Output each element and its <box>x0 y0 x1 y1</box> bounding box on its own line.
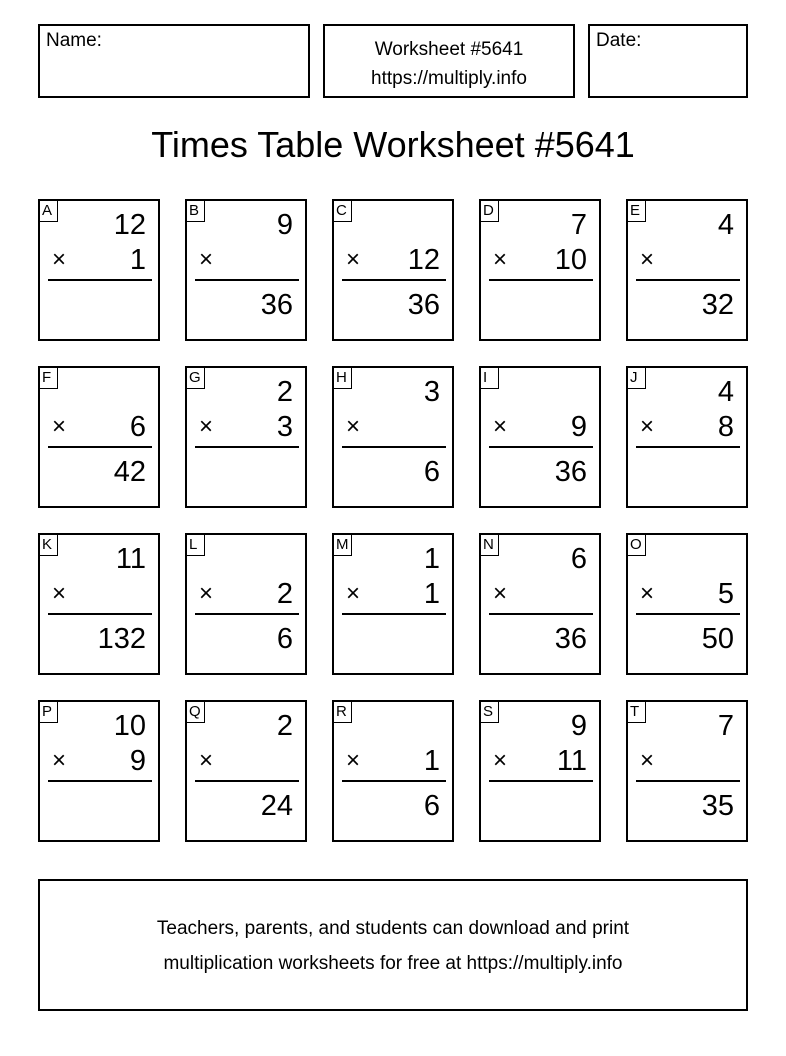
times-icon: × <box>346 246 361 273</box>
problem-answer: 32 <box>701 289 734 321</box>
answer-rule <box>195 613 299 615</box>
answer-rule <box>195 780 299 782</box>
page-title: Times Table Worksheet #5641 <box>151 124 635 165</box>
problem-label: C <box>333 200 352 222</box>
footer-line-1: Teachers, parents, and students can download and print <box>156 918 630 939</box>
problem-card <box>38 533 160 675</box>
worksheet-number: Worksheet #5641 <box>374 39 524 60</box>
answer-rule <box>195 446 299 448</box>
problem-card <box>479 199 601 341</box>
problem-card <box>626 700 748 842</box>
times-icon: × <box>199 580 214 607</box>
times-icon: × <box>640 580 655 607</box>
problem-card <box>626 533 748 675</box>
problem-card <box>185 700 307 842</box>
answer-rule <box>342 780 446 782</box>
problem-label: Q <box>186 701 205 723</box>
problem-top-number: 9 <box>570 710 587 742</box>
times-icon: × <box>640 747 655 774</box>
footer-box <box>38 879 748 1011</box>
problem-bottom-number: 8 <box>717 411 734 443</box>
times-icon: × <box>52 413 67 440</box>
problem-card <box>332 366 454 508</box>
times-icon: × <box>199 413 214 440</box>
problem-label: T <box>627 701 646 723</box>
answer-rule <box>342 279 446 281</box>
problem-card <box>185 366 307 508</box>
problem-label: H <box>333 367 352 389</box>
problem-bottom-number: 5 <box>717 578 734 610</box>
problem-card <box>479 366 601 508</box>
answer-rule <box>48 613 152 615</box>
problem-card <box>185 199 307 341</box>
problem-answer: 6 <box>423 456 440 488</box>
problem-bottom-number: 1 <box>423 745 440 777</box>
times-icon: × <box>199 246 214 273</box>
problem-answer: 50 <box>701 623 734 655</box>
problem-card <box>332 700 454 842</box>
times-icon: × <box>346 580 361 607</box>
problem-label: R <box>333 701 352 723</box>
problem-top-number: 10 <box>113 710 146 742</box>
problem-card <box>626 199 748 341</box>
problem-card <box>479 533 601 675</box>
problem-bottom-number: 1 <box>129 244 146 276</box>
problem-label: A <box>39 200 58 222</box>
problem-bottom-number: 12 <box>407 244 440 276</box>
problem-label: P <box>39 701 58 723</box>
problem-card <box>38 700 160 842</box>
problem-top-number: 12 <box>113 209 146 241</box>
problem-bottom-number: 9 <box>570 411 587 443</box>
times-icon: × <box>493 246 508 273</box>
problem-card <box>185 533 307 675</box>
answer-rule <box>342 613 446 615</box>
answer-rule <box>48 446 152 448</box>
answer-rule <box>636 446 740 448</box>
times-icon: × <box>346 747 361 774</box>
answer-rule <box>636 613 740 615</box>
problem-card <box>332 199 454 341</box>
problem-label: K <box>39 534 58 556</box>
problem-top-number: 3 <box>423 376 440 408</box>
problem-card <box>332 533 454 675</box>
problem-bottom-number: 11 <box>556 745 587 777</box>
problem-label: I <box>480 367 499 389</box>
problem-label: N <box>480 534 499 556</box>
times-icon: × <box>640 413 655 440</box>
problem-grid <box>38 199 748 842</box>
worksheet-url: https://multiply.info <box>371 68 527 89</box>
problem-answer: 36 <box>260 289 293 321</box>
problem-top-number: 9 <box>276 209 293 241</box>
times-icon: × <box>52 246 67 273</box>
times-icon: × <box>199 747 214 774</box>
problem-top-number: 4 <box>717 376 734 408</box>
times-icon: × <box>493 747 508 774</box>
problem-answer: 36 <box>554 456 587 488</box>
answer-rule <box>489 613 593 615</box>
problem-label: E <box>627 200 646 222</box>
answer-rule <box>48 279 152 281</box>
problem-answer: 24 <box>260 790 293 822</box>
problem-card <box>626 366 748 508</box>
problem-top-number: 11 <box>115 543 146 575</box>
problem-answer: 6 <box>423 790 440 822</box>
problem-bottom-number: 10 <box>554 244 587 276</box>
problem-card <box>38 366 160 508</box>
problem-answer: 132 <box>97 623 146 655</box>
times-icon: × <box>493 413 508 440</box>
worksheet-info-box <box>323 24 575 98</box>
problem-bottom-number: 3 <box>276 411 293 443</box>
times-icon: × <box>346 413 361 440</box>
date-label: Date: <box>596 30 642 51</box>
problem-answer: 36 <box>407 289 440 321</box>
answer-rule <box>636 780 740 782</box>
name-label: Name: <box>46 30 102 51</box>
problem-card <box>38 199 160 341</box>
problem-bottom-number: 6 <box>129 411 146 443</box>
answer-rule <box>48 780 152 782</box>
answer-rule <box>489 780 593 782</box>
answer-rule <box>489 279 593 281</box>
problem-bottom-number: 2 <box>276 578 293 610</box>
problem-top-number: 2 <box>276 376 293 408</box>
problem-label: G <box>186 367 205 389</box>
problem-bottom-number: 9 <box>129 745 146 777</box>
problem-label: B <box>186 200 205 222</box>
problem-label: M <box>333 534 352 556</box>
problem-bottom-number: 1 <box>423 578 440 610</box>
problem-label: D <box>480 200 499 222</box>
times-icon: × <box>493 580 508 607</box>
problem-label: F <box>39 367 58 389</box>
problem-answer: 6 <box>276 623 293 655</box>
problem-top-number: 7 <box>717 710 734 742</box>
problem-top-number: 1 <box>423 543 440 575</box>
problem-label: J <box>627 367 646 389</box>
answer-rule <box>636 279 740 281</box>
problem-top-number: 2 <box>276 710 293 742</box>
problem-answer: 36 <box>554 623 587 655</box>
problem-answer: 35 <box>701 790 734 822</box>
problem-label: O <box>627 534 646 556</box>
problem-label: S <box>480 701 499 723</box>
problem-top-number: 7 <box>570 209 587 241</box>
problem-card <box>479 700 601 842</box>
answer-rule <box>489 446 593 448</box>
problem-answer: 42 <box>113 456 146 488</box>
problem-top-number: 4 <box>717 209 734 241</box>
times-icon: × <box>640 246 655 273</box>
answer-rule <box>195 279 299 281</box>
times-icon: × <box>52 747 67 774</box>
footer-line-2: multiplication worksheets for free at https://multiply.info <box>163 953 623 974</box>
answer-rule <box>342 446 446 448</box>
times-icon: × <box>52 580 67 607</box>
name-box[interactable] <box>38 24 310 98</box>
date-box[interactable] <box>588 24 748 98</box>
problem-label: L <box>186 534 205 556</box>
problem-top-number: 6 <box>570 543 587 575</box>
